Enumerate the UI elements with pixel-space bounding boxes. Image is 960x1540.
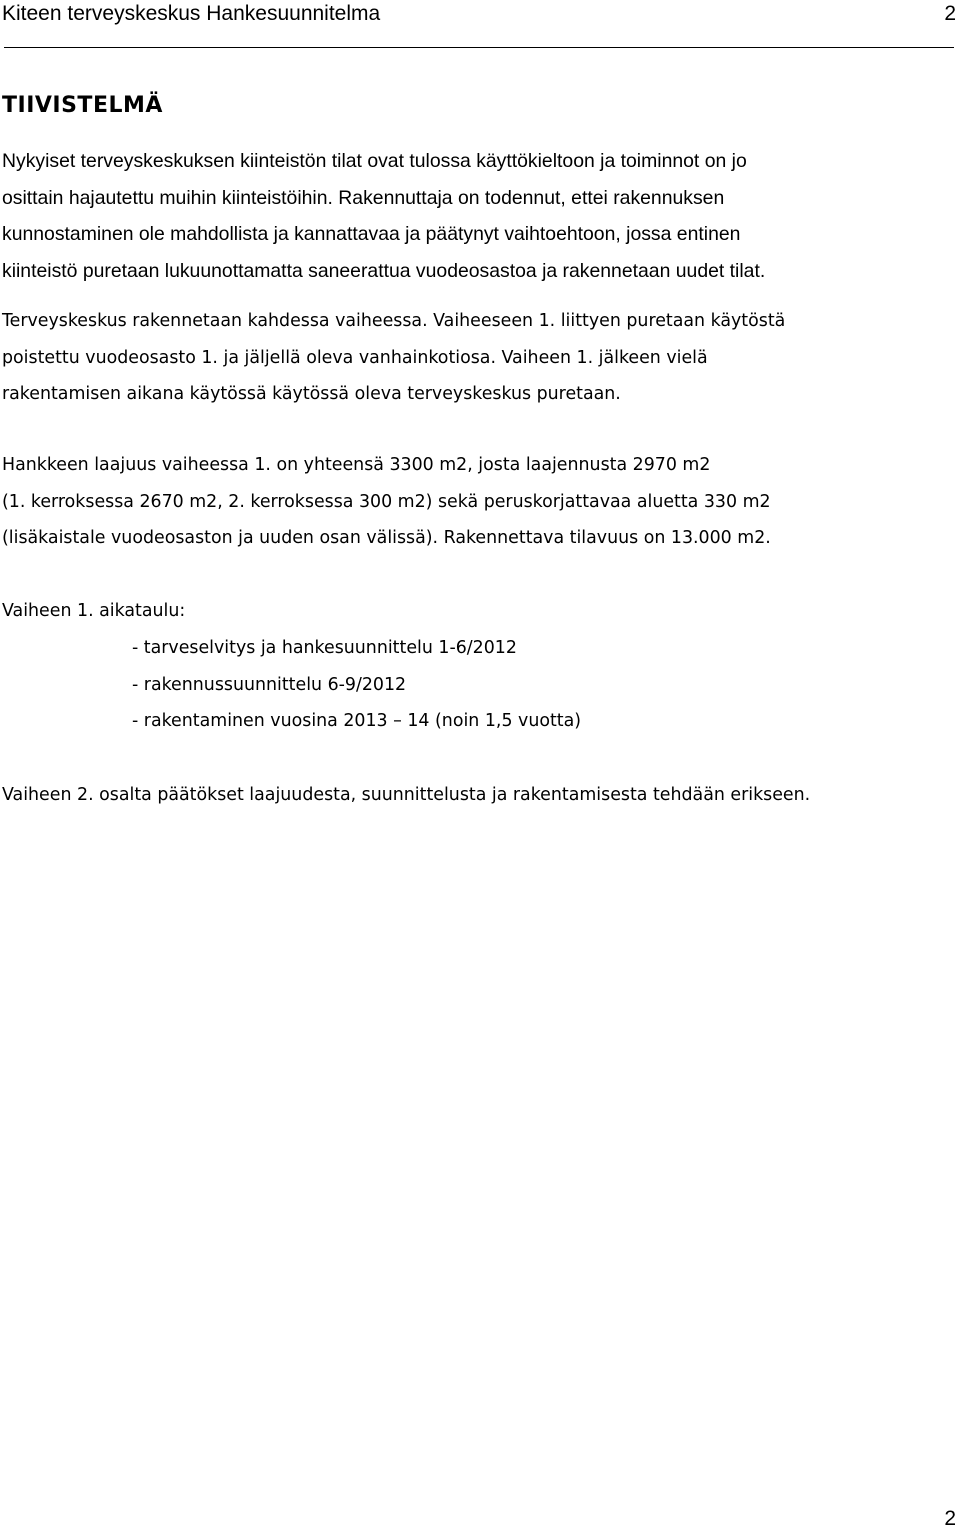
text-line: kunnostaminen ole mahdollista ja kannattavaa ja päätynyt vaihtoehtoon, jossa entinen: [2, 223, 741, 245]
text-line: Hankkeen laajuus vaiheessa 1. on yhteensä 3300 m2, josta laajennusta 2970 m2: [2, 455, 711, 475]
summary-paragraph-2: [2, 303, 952, 413]
header-divider: [4, 47, 954, 48]
text-line: poistettu vuodeosasto 1. ja jäljellä oleva vanhainkotiosa. Vaiheen 1. jälkeen vielä: [2, 347, 708, 368]
footer-page-number: 2: [944, 1507, 956, 1530]
text-line: (lisäkaistale vuodeosaston ja uuden osan välissä). Rakennettava tilavuus on 13.000 m2.: [2, 528, 771, 548]
list-item: - tarveselvitys ja hankesuunnittelu 1-6/2012: [132, 638, 517, 658]
text-line: Vaiheen 1. aikataulu:: [2, 601, 186, 621]
text-line: Terveyskeskus rakennetaan kahdessa vaiheessa. Vaiheeseen 1. liittyen puretaan käytöstä: [2, 311, 786, 331]
list-item: - rakennussuunnittelu 6-9/2012: [132, 674, 407, 695]
summary-paragraph-1: [2, 143, 952, 289]
section-heading: TIIVISTELMÄ: [2, 93, 163, 118]
summary-paragraph-4: [2, 777, 952, 814]
text-line: Vaiheen 2. osalta päätökset laajuudesta, suunnittelusta ja rakentamisesta tehdään erikseen.: [2, 785, 811, 805]
text-line: Nykyiset terveyskeskuksen kiinteistön tilat ovat tulossa käyttökieltoon ja toiminnot on jo: [2, 150, 747, 172]
schedule-title: [2, 593, 952, 630]
text-line: (1. kerroksessa 2670 m2, 2. kerroksessa 300 m2) sekä peruskorjattavaa aluetta 330 m2: [2, 491, 771, 512]
text-line: osittain hajautettu muihin kiinteistöihin. Rakennuttaja on todennut, ettei rakennuksen: [2, 186, 725, 209]
schedule-list: [132, 630, 581, 740]
summary-paragraph-3: [2, 447, 952, 557]
list-item: - rakentaminen vuosina 2013 – 14 (noin 1,5 vuotta): [132, 711, 582, 731]
header-page-number: 2: [944, 2, 956, 25]
document-header-title: Kiteen terveyskeskus Hankesuunnitelma: [2, 2, 381, 25]
text-line: rakentamisen aikana käytössä käytössä oleva terveyskeskus puretaan.: [2, 384, 621, 404]
text-line: kiinteistö puretaan lukuunottamatta saneerattua vuodeosastoa ja rakennetaan uudet tilat.: [2, 259, 766, 282]
